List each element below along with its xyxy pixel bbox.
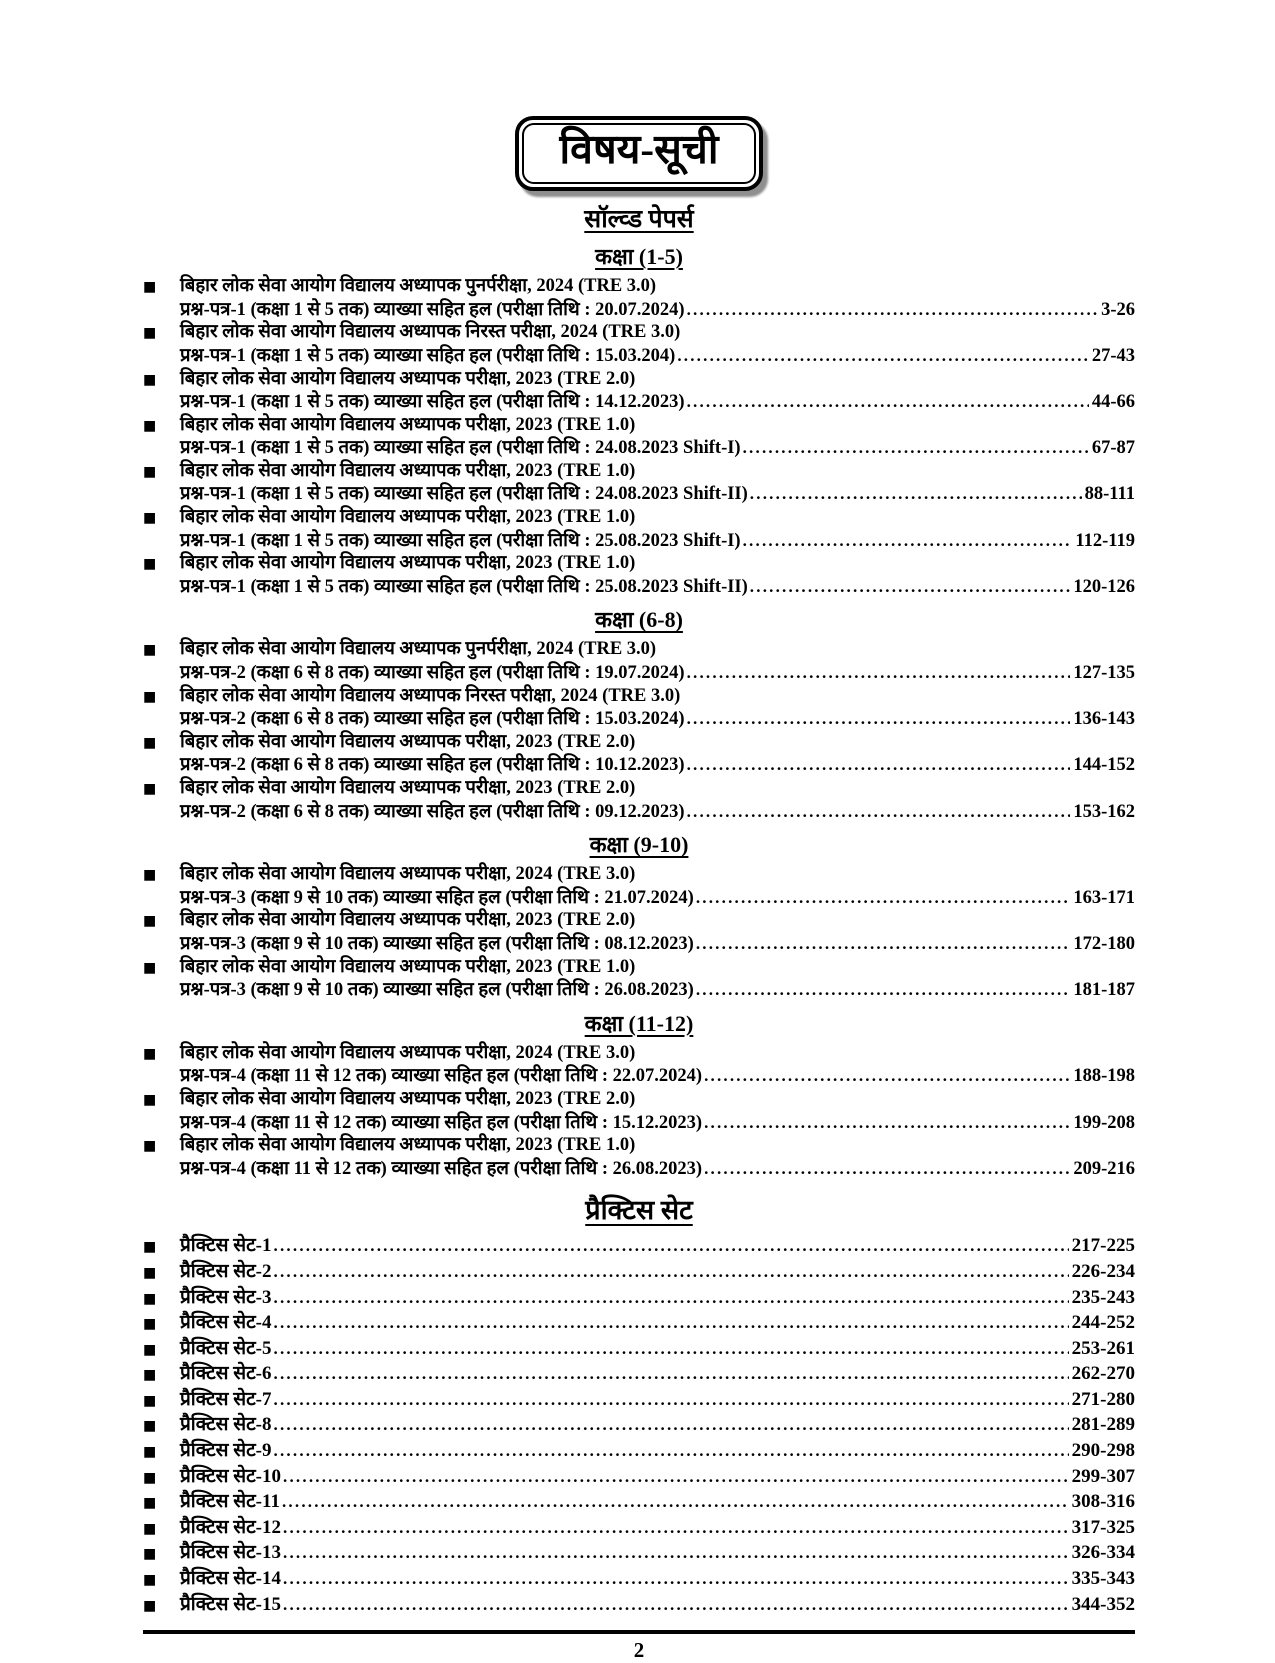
square-bullet-icon: ■ [143, 781, 157, 798]
entry-detail-row [143, 754, 1135, 777]
entry-exam-title: बिहार लोक सेवा आयोग विद्यालय अध्यापक परीक्षा, 2023 (TRE 2.0) [180, 368, 636, 389]
practice-set-label: प्रैक्टिस सेट-2 [180, 1260, 272, 1282]
entry-detail-row [143, 979, 1135, 1002]
dot-leader [704, 1112, 1070, 1135]
square-bullet-icon: ■ [143, 1341, 157, 1358]
entry-title-row [143, 731, 1135, 755]
square-bullet-icon: ■ [143, 1418, 157, 1435]
entry-exam-title: बिहार लोक सेवा आयोग विद्यालय अध्यापक परीक्षा, 2023 (TRE 2.0) [180, 910, 636, 931]
practice-set-list [143, 1234, 1135, 1618]
practice-page-range: 262-270 [1071, 1363, 1135, 1385]
practice-set-row [143, 1413, 1135, 1439]
dot-leader [282, 1490, 1069, 1515]
toc-entry [143, 956, 1135, 1002]
dot-leader [274, 1413, 1069, 1438]
practice-set-label: प्रैक्टिस सेट-3 [180, 1286, 272, 1308]
entry-page-range: 3-26 [1101, 299, 1135, 320]
entry-exam-title: बिहार लोक सेवा आयोग विद्यालय अध्यापक परीक्षा, 2023 (TRE 2.0) [180, 1088, 636, 1109]
dot-leader [696, 933, 1071, 956]
square-bullet-icon: ■ [143, 371, 157, 388]
toc-section [143, 1008, 1135, 1181]
square-bullet-icon: ■ [143, 325, 157, 342]
entry-page-range: 67-87 [1091, 438, 1135, 459]
practice-set-label: प्रैक्टिस सेट-7 [180, 1388, 272, 1410]
practice-page-range: 317-325 [1071, 1516, 1135, 1538]
entry-exam-title: बिहार लोक सेवा आयोग विद्यालय अध्यापक परीक्षा, 2023 (TRE 2.0) [180, 731, 636, 752]
entry-paper-detail: प्रश्न-पत्र-1 (कक्षा 1 से 5 तक) व्याख्या सहित हल (परीक्षा तिथि : 25.08.2023 Shift-II) [180, 576, 748, 597]
entry-paper-detail: प्रश्न-पत्र-1 (कक्षा 1 से 5 तक) व्याख्या सहित हल (परीक्षा तिथि : 14.12.2023) [180, 392, 685, 413]
entry-page-range: 172-180 [1073, 933, 1135, 954]
practice-set-label: प्रैक्टिस सेट-8 [180, 1414, 272, 1436]
practice-page-range: 281-289 [1071, 1414, 1135, 1436]
dot-leader [274, 1234, 1069, 1259]
square-bullet-icon: ■ [143, 1290, 157, 1307]
entry-page-range: 112-119 [1075, 530, 1135, 551]
entry-exam-title: बिहार लोक सेवा आयोग विद्यालय अध्यापक निरस्त परीक्षा, 2024 (TRE 3.0) [180, 685, 681, 706]
entry-detail-row [143, 801, 1135, 824]
entry-paper-detail: प्रश्न-पत्र-2 (कक्षा 6 से 8 तक) व्याख्या सहित हल (परीक्षा तिथि : 09.12.2023) [180, 801, 685, 822]
square-bullet-icon: ■ [143, 1264, 157, 1281]
practice-set-label: प्रैक्टिस सेट-1 [180, 1235, 272, 1257]
entry-detail-row [143, 530, 1135, 553]
entry-detail-row [143, 345, 1135, 368]
entry-detail-row [143, 483, 1135, 506]
square-bullet-icon: ■ [143, 556, 157, 573]
practice-page-range: 217-225 [1071, 1235, 1135, 1257]
practice-set-row [143, 1439, 1135, 1465]
entry-detail-row [143, 1112, 1135, 1135]
dot-leader [274, 1362, 1069, 1387]
practice-page-range: 244-252 [1071, 1312, 1135, 1334]
entry-detail-row [143, 1065, 1135, 1088]
practice-set-row [143, 1234, 1135, 1260]
entry-page-range: 127-135 [1073, 663, 1135, 684]
toc-section [143, 829, 1135, 1002]
entry-exam-title: बिहार लोक सेवा आयोग विद्यालय अध्यापक परीक्षा, 2023 (TRE 1.0) [180, 507, 636, 528]
practice-set-label: प्रैक्टिस सेट-4 [180, 1312, 272, 1334]
square-bullet-icon: ■ [143, 734, 157, 751]
dot-leader [687, 801, 1071, 824]
square-bullet-icon: ■ [143, 913, 157, 930]
square-bullet-icon: ■ [143, 1597, 157, 1614]
entry-detail-row [143, 299, 1135, 322]
practice-set-label: प्रैक्टिस सेट-6 [180, 1363, 272, 1385]
practice-page-range: 226-234 [1071, 1260, 1135, 1282]
entry-paper-detail: प्रश्न-पत्र-1 (कक्षा 1 से 5 तक) व्याख्या सहित हल (परीक्षा तिथि : 25.08.2023 Shift-I) [180, 530, 741, 551]
entry-detail-row [143, 662, 1135, 685]
section-heading: कक्षा (9-10) [589, 832, 689, 858]
section-heading: कक्षा (1-5) [595, 244, 683, 270]
dot-leader [274, 1260, 1069, 1285]
entry-title-row [143, 506, 1135, 530]
practice-set-label: प्रैक्टिस सेट-13 [180, 1542, 282, 1564]
practice-set-row [143, 1593, 1135, 1619]
page-number: 2 [633, 1638, 645, 1663]
practice-set-label: प्रैक्टिस सेट-5 [180, 1337, 272, 1359]
dot-leader [274, 1388, 1069, 1413]
square-bullet-icon: ■ [143, 1520, 157, 1537]
entry-paper-detail: प्रश्न-पत्र-4 (कक्षा 11 से 12 तक) व्याख्या सहित हल (परीक्षा तिथि : 26.08.2023) [180, 1158, 703, 1179]
entry-page-range: 136-143 [1073, 709, 1135, 730]
section-heading: कक्षा (11-12) [584, 1010, 694, 1036]
entry-exam-title: बिहार लोक सेवा आयोग विद्यालय अध्यापक परीक्षा, 2023 (TRE 2.0) [180, 778, 636, 799]
practice-set-label: प्रैक्टिस सेट-15 [180, 1593, 282, 1615]
practice-set-row [143, 1388, 1135, 1414]
practice-set-label: प्रैक्टिस सेट-11 [180, 1491, 280, 1513]
toc-entry [143, 731, 1135, 777]
entry-title-row [143, 909, 1135, 933]
entry-detail-row [143, 1158, 1135, 1181]
toc-entry [143, 638, 1135, 684]
toc-entry [143, 275, 1135, 321]
entry-detail-row [143, 933, 1135, 956]
dot-leader [743, 530, 1073, 553]
entry-exam-title: बिहार लोक सेवा आयोग विद्यालय अध्यापक परीक्षा, 2023 (TRE 1.0) [180, 1135, 636, 1156]
entry-exam-title: बिहार लोक सेवा आयोग विद्यालय अध्यापक परीक्षा, 2023 (TRE 1.0) [180, 414, 636, 435]
square-bullet-icon: ■ [143, 688, 157, 705]
square-bullet-icon: ■ [143, 1091, 157, 1108]
practice-page-range: 335-343 [1071, 1568, 1135, 1590]
entry-paper-detail: प्रश्न-पत्र-1 (कक्षा 1 से 5 तक) व्याख्या सहित हल (परीक्षा तिथि : 15.03.204) [180, 345, 676, 366]
practice-set-row [143, 1490, 1135, 1516]
toc-entry [143, 321, 1135, 367]
dot-leader [750, 576, 1071, 599]
entry-exam-title: बिहार लोक सेवा आयोग विद्यालय अध्यापक परीक्षा, 2023 (TRE 1.0) [180, 460, 636, 481]
entry-title-row [143, 863, 1135, 887]
square-bullet-icon: ■ [143, 1572, 157, 1589]
dot-leader [743, 437, 1089, 460]
dot-leader [704, 1065, 1070, 1088]
square-bullet-icon: ■ [143, 959, 157, 976]
entry-page-range: 144-152 [1073, 755, 1135, 776]
entry-page-range: 209-216 [1073, 1158, 1135, 1179]
dot-leader [750, 483, 1082, 506]
entry-page-range: 120-126 [1073, 576, 1135, 597]
practice-page-range: 326-334 [1071, 1542, 1135, 1564]
practice-set-label: प्रैक्टिस सेट-12 [180, 1516, 282, 1538]
entry-page-range: 163-171 [1073, 887, 1135, 908]
square-bullet-icon: ■ [143, 1469, 157, 1486]
entry-title-row [143, 275, 1135, 299]
square-bullet-icon: ■ [143, 1138, 157, 1155]
toc-entry [143, 685, 1135, 731]
toc-entry [143, 1088, 1135, 1134]
entry-paper-detail: प्रश्न-पत्र-3 (कक्षा 9 से 10 तक) व्याख्या सहित हल (परीक्षा तिथि : 08.12.2023) [180, 933, 694, 954]
practice-page-range: 253-261 [1071, 1337, 1135, 1359]
dot-leader [696, 887, 1071, 910]
entry-exam-title: बिहार लोक सेवा आयोग विद्यालय अध्यापक निरस्त परीक्षा, 2024 (TRE 3.0) [180, 322, 681, 343]
practice-set-row [143, 1286, 1135, 1312]
entry-paper-detail: प्रश्न-पत्र-1 (कक्षा 1 से 5 तक) व्याख्या सहित हल (परीक्षा तिथि : 24.08.2023 Shift-II) [180, 484, 748, 505]
practice-page-range: 290-298 [1071, 1440, 1135, 1462]
square-bullet-icon: ■ [143, 1045, 157, 1062]
entry-title-row [143, 460, 1135, 484]
entry-exam-title: बिहार लोक सेवा आयोग विद्यालय अध्यापक परीक्षा, 2023 (TRE 1.0) [180, 553, 636, 574]
dot-leader [687, 391, 1089, 414]
entry-paper-detail: प्रश्न-पत्र-2 (कक्षा 6 से 8 तक) व्याख्या सहित हल (परीक्षा तिथि : 10.12.2023) [180, 755, 685, 776]
toc-entry [143, 506, 1135, 552]
dot-leader [274, 1311, 1069, 1336]
dot-leader [274, 1286, 1069, 1311]
entry-title-row [143, 1134, 1135, 1158]
square-bullet-icon: ■ [143, 463, 157, 480]
toc-entry [143, 552, 1135, 598]
entry-detail-row [143, 576, 1135, 599]
entry-detail-row [143, 437, 1135, 460]
entry-exam-title: बिहार लोक सेवा आयोग विद्यालय अध्यापक पुनर्परीक्षा, 2024 (TRE 3.0) [180, 276, 657, 297]
dot-leader [677, 345, 1089, 368]
toc-entry [143, 1042, 1135, 1088]
entry-page-range: 44-66 [1091, 392, 1135, 413]
entry-paper-detail: प्रश्न-पत्र-1 (कक्षा 1 से 5 तक) व्याख्या सहित हल (परीक्षा तिथि : 20.07.2024) [180, 299, 685, 320]
entry-title-row [143, 956, 1135, 980]
entry-title-row [143, 777, 1135, 801]
square-bullet-icon: ■ [143, 1316, 157, 1333]
page-title: विषय-सूची [559, 126, 719, 172]
toc-entry [143, 414, 1135, 460]
entry-detail-row [143, 708, 1135, 731]
dot-leader [687, 299, 1099, 322]
square-bullet-icon: ■ [143, 1392, 157, 1409]
entry-paper-detail: प्रश्न-पत्र-4 (कक्षा 11 से 12 तक) व्याख्या सहित हल (परीक्षा तिथि : 22.07.2024) [180, 1066, 703, 1087]
entry-detail-row [143, 887, 1135, 910]
practice-set-row [143, 1362, 1135, 1388]
square-bullet-icon: ■ [143, 417, 157, 434]
dot-leader [696, 979, 1071, 1002]
square-bullet-icon: ■ [143, 510, 157, 527]
practice-set-label: प्रैक्टिस सेट-9 [180, 1440, 272, 1462]
toc-entry [143, 777, 1135, 823]
practice-page-range: 308-316 [1071, 1491, 1135, 1513]
entry-paper-detail: प्रश्न-पत्र-3 (कक्षा 9 से 10 तक) व्याख्या सहित हल (परीक्षा तिथि : 26.08.2023) [180, 980, 694, 1001]
dot-leader [274, 1439, 1069, 1464]
toc-section [143, 604, 1135, 823]
dot-leader [687, 708, 1071, 731]
practice-set-row [143, 1311, 1135, 1337]
practice-set-row [143, 1465, 1135, 1491]
dot-leader [704, 1158, 1070, 1181]
practice-page-range: 344-352 [1071, 1593, 1135, 1615]
practice-page-range: 235-243 [1071, 1286, 1135, 1308]
practice-set-heading: प्रैक्टिस सेट [585, 1195, 693, 1226]
entry-paper-detail: प्रश्न-पत्र-2 (कक्षा 6 से 8 तक) व्याख्या सहित हल (परीक्षा तिथि : 15.03.2024) [180, 709, 685, 730]
square-bullet-icon: ■ [143, 279, 157, 296]
dot-leader [283, 1567, 1069, 1592]
entry-page-range: 88-111 [1084, 484, 1135, 505]
title-box-inner-border [522, 123, 757, 184]
toc-entry [143, 863, 1135, 909]
dot-leader [283, 1465, 1069, 1490]
entry-page-range: 153-162 [1073, 801, 1135, 822]
entry-exam-title: बिहार लोक सेवा आयोग विद्यालय अध्यापक पुनर्परीक्षा, 2024 (TRE 3.0) [180, 639, 657, 660]
square-bullet-icon: ■ [143, 1367, 157, 1384]
dot-leader [283, 1516, 1069, 1541]
entry-page-range: 188-198 [1073, 1066, 1135, 1087]
entry-paper-detail: प्रश्न-पत्र-4 (कक्षा 11 से 12 तक) व्याख्या सहित हल (परीक्षा तिथि : 15.12.2023) [180, 1112, 703, 1133]
entry-exam-title: बिहार लोक सेवा आयोग विद्यालय अध्यापक परीक्षा, 2024 (TRE 3.0) [180, 1042, 636, 1063]
practice-set-label: प्रैक्टिस सेट-14 [180, 1568, 282, 1590]
entry-page-range: 27-43 [1091, 345, 1135, 366]
dot-leader [283, 1541, 1069, 1566]
practice-set-row [143, 1337, 1135, 1363]
toc-entry [143, 1134, 1135, 1180]
practice-page-range: 271-280 [1071, 1388, 1135, 1410]
square-bullet-icon: ■ [143, 1495, 157, 1512]
dot-leader [687, 754, 1071, 777]
solved-papers-heading: सॉल्व्ड पेपर्स [584, 206, 694, 234]
entry-paper-detail: प्रश्न-पत्र-3 (कक्षा 9 से 10 तक) व्याख्या सहित हल (परीक्षा तिथि : 21.07.2024) [180, 887, 694, 908]
entry-paper-detail: प्रश्न-पत्र-1 (कक्षा 1 से 5 तक) व्याख्या सहित हल (परीक्षा तिथि : 24.08.2023 Shift-I) [180, 438, 741, 459]
practice-page-range: 299-307 [1071, 1465, 1135, 1487]
entry-title-row [143, 1088, 1135, 1112]
entry-title-row [143, 321, 1135, 345]
dot-leader [283, 1593, 1069, 1618]
square-bullet-icon: ■ [143, 642, 157, 659]
toc-entry [143, 368, 1135, 414]
square-bullet-icon: ■ [143, 867, 157, 884]
footer-divider [143, 1630, 1135, 1634]
practice-set-label: प्रैक्टिस सेट-10 [180, 1465, 282, 1487]
entry-detail-row [143, 391, 1135, 414]
dot-leader [687, 662, 1071, 685]
section-heading: कक्षा (6-8) [595, 607, 683, 633]
solved-papers-sections [143, 241, 1135, 1180]
entry-page-range: 181-187 [1073, 980, 1135, 1001]
practice-set-row [143, 1516, 1135, 1542]
entry-title-row [143, 368, 1135, 392]
entry-paper-detail: प्रश्न-पत्र-2 (कक्षा 6 से 8 तक) व्याख्या सहित हल (परीक्षा तिथि : 19.07.2024) [180, 663, 685, 684]
entry-exam-title: बिहार लोक सेवा आयोग विद्यालय अध्यापक परीक्षा, 2024 (TRE 3.0) [180, 864, 636, 885]
square-bullet-icon: ■ [143, 1546, 157, 1563]
square-bullet-icon: ■ [143, 1239, 157, 1256]
dot-leader [274, 1337, 1069, 1362]
entry-title-row [143, 638, 1135, 662]
practice-set-row [143, 1260, 1135, 1286]
square-bullet-icon: ■ [143, 1444, 157, 1461]
entry-title-row [143, 414, 1135, 438]
toc-entry [143, 909, 1135, 955]
entry-title-row [143, 685, 1135, 709]
entry-title-row [143, 552, 1135, 576]
entry-title-row [143, 1042, 1135, 1066]
entry-page-range: 199-208 [1073, 1112, 1135, 1133]
practice-set-row [143, 1567, 1135, 1593]
toc-section [143, 241, 1135, 598]
toc-entry [143, 460, 1135, 506]
entry-exam-title: बिहार लोक सेवा आयोग विद्यालय अध्यापक परीक्षा, 2023 (TRE 1.0) [180, 956, 636, 977]
practice-set-row [143, 1541, 1135, 1567]
title-box [515, 116, 764, 191]
